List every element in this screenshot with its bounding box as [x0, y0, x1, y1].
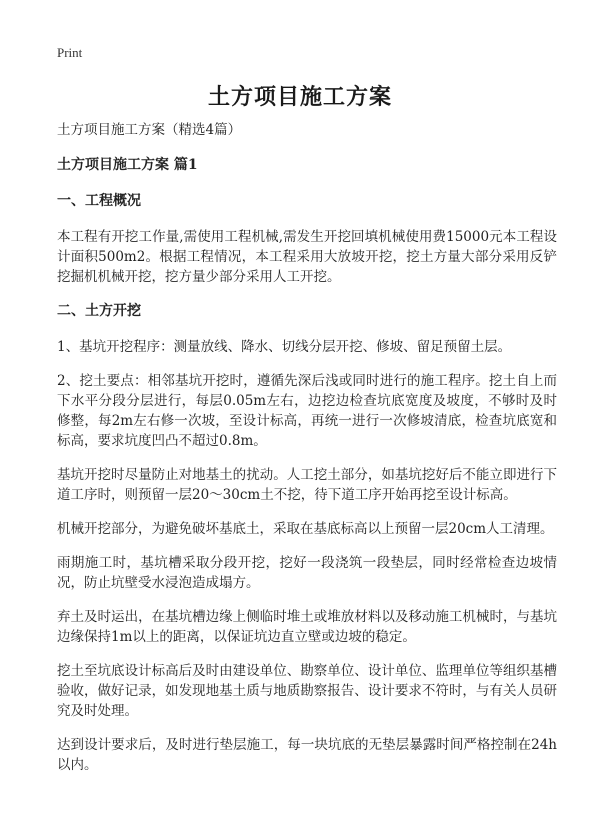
section-heading-excavation: 二、土方开挖 — [57, 303, 141, 319]
document-subtitle: 土方项目施工方案（精选4篇） — [57, 122, 242, 138]
section-heading-overview: 一、工程概况 — [57, 193, 141, 209]
paragraph: 达到设计要求后，及时进行垫层施工，每一块坑底的无垫层暴露时间严格控制在24h以内。 — [57, 737, 557, 773]
paragraph: 挖土至坑底设计标高后及时由建设单位、勘察单位、设计单位、监理单位等组织基槽验收，做好记录，如发现地基土质与地质勘察报告、设计要求不符时，与有关人员研究及时处理。 — [57, 663, 557, 719]
paragraph: 1、基坑开挖程序：测量放线、降水、切线分层开挖、修坡、留足预留土层。 — [57, 339, 512, 355]
paragraph: 基坑开挖时尽量防止对地基土的扰动。人工挖土部分，如基坑挖好后不能立即进行下道工序时，则预留一层20～30cm土不挖，待下道工序开始再挖至设计标高。 — [57, 467, 557, 503]
print-label: Print — [57, 45, 83, 60]
paragraph: 雨期施工时，基坑槽采取分段开挖，挖好一段浇筑一段垫层，同时经常检查边坡情况，防止坑壁受水浸泡造成塌方。 — [57, 555, 557, 591]
paragraph: 机械开挖部分，为避免破坏基底土，采取在基底标高以上预留一层20cm人工清理。 — [57, 521, 554, 537]
part-heading: 土方项目施工方案 篇1 — [57, 157, 198, 173]
paragraph-overview: 本工程有开挖工作量,需使用工程机械,需发生开挖回填机械使用费15000元本工程设计面积500m2。根据工程情况，本工程采用大放坡开挖，挖土方量大部分采用反铲挖掘机机械开挖，挖方量少部分采用人工开挖。 — [57, 229, 557, 285]
paragraph: 2、挖土要点：相邻基坑开挖时，遵循先深后浅或同时进行的施工程序。挖土自上而下水平分段分层进行，每层0.05m左右，边挖边检查坑底宽度及坡度，不够时及时修整，每2m左右修一次坡，至设计标高，再统一进行一次修坡清底，检查坑底宽和标高，要求坑度凹凸不超过0.8m。 — [57, 373, 557, 449]
document-body — [57, 120, 557, 789]
document-title: 土方项目施工方案 — [207, 84, 392, 110]
paragraph: 弃土及时运出，在基坑槽边缘上侧临时堆土或堆放材料以及移动施工机械时，与基坑边缘保持1m以上的距离，以保证坑边直立壁或边坡的稳定。 — [57, 609, 557, 645]
